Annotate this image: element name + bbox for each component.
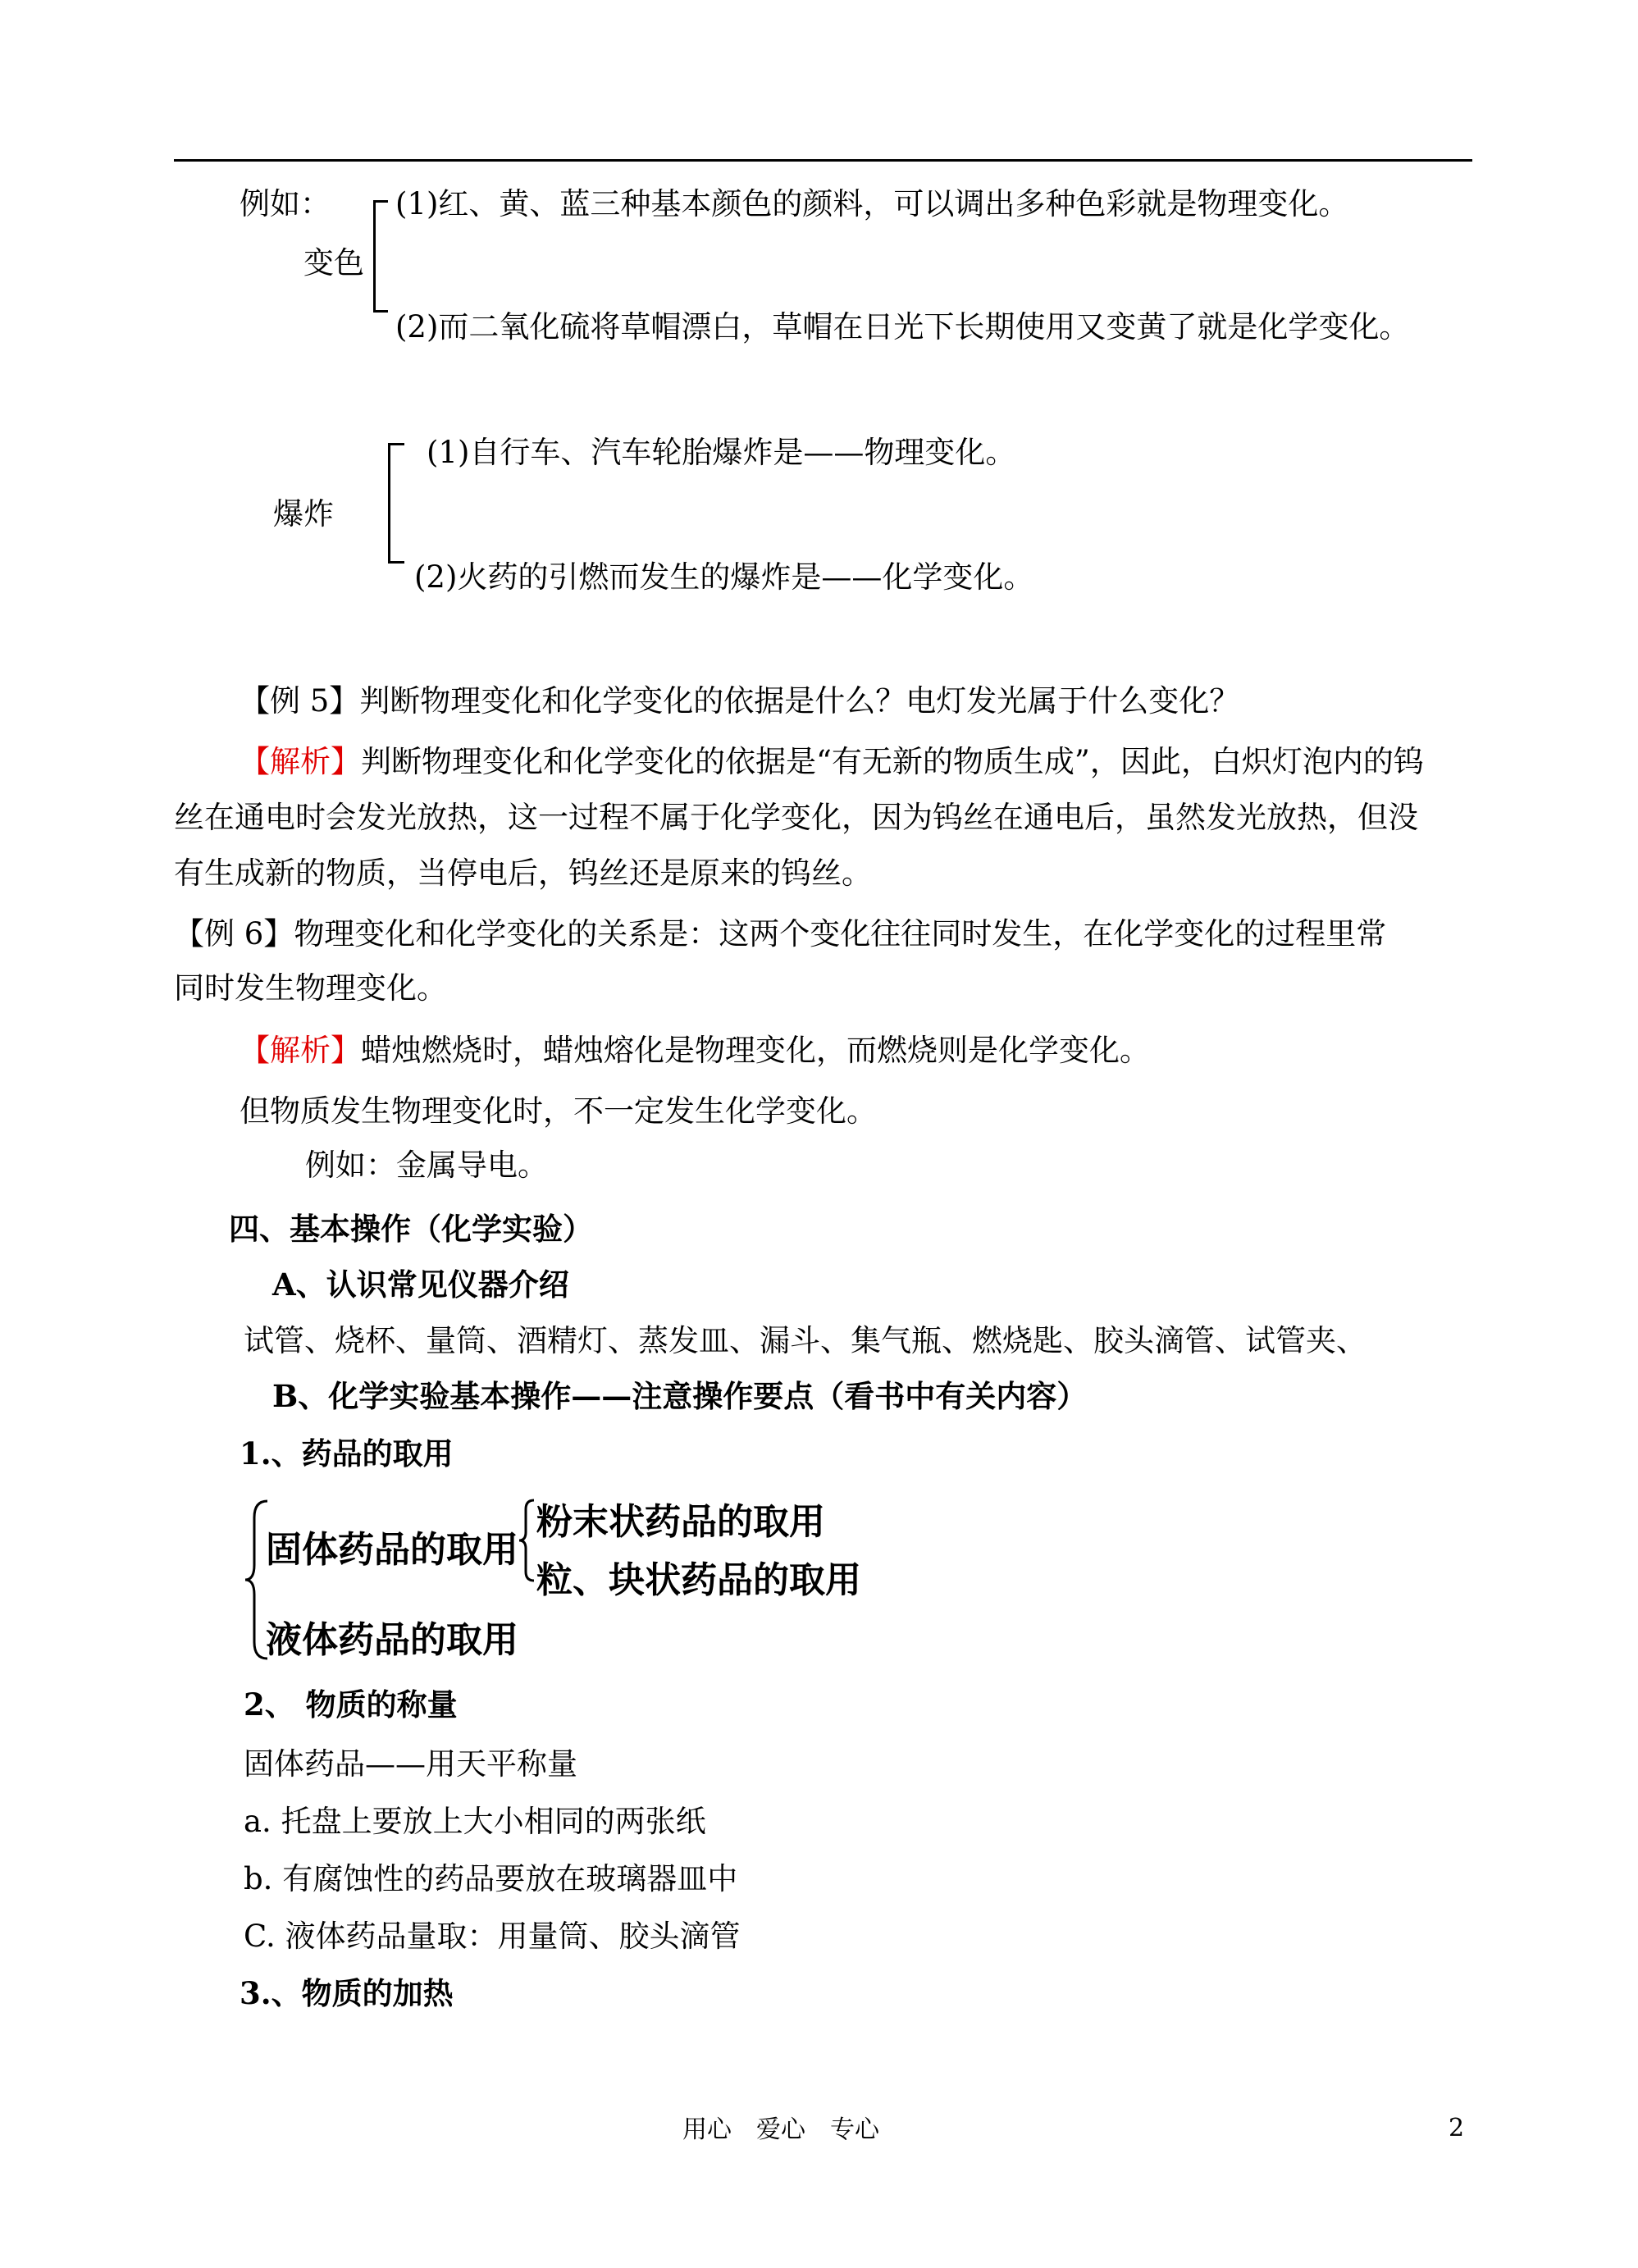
weigh-item-a: a. 托盘上要放上大小相同的两张纸 [244,1804,706,1839]
subsection-3-title: 3.、物质的加热 [240,1975,454,2011]
explosion-bracket-bottom [388,561,404,564]
ex6-note: 但物质发生物理变化时，不一定发生化学变化。 [240,1093,877,1129]
explosion-label: 爆炸 [273,496,334,532]
color-item-2: (2)而二氧化硫将草帽漂白，草帽在日光下长期使用又变黄了就是化学变化。 [395,309,1410,345]
color-bracket-bottom [373,310,388,313]
ex6-analysis-text: 蜡烛燃烧时，蜡烛熔化是物理变化，而燃烧则是化学变化。 [361,1033,1150,1068]
instruments-list: 试管、烧杯、量筒、酒精灯、蒸发皿、漏斗、集气瓶、燃烧匙、胶头滴管、试管夹、 [244,1323,1367,1358]
color-item-1: (1)红、黄、蓝三种基本颜色的颜料，可以调出多种色彩就是物理变化。 [395,186,1349,221]
ex6-line-2: 同时发生物理变化。 [174,970,447,1006]
explosion-item-1: (1)自行车、汽车轮胎爆炸是——物理变化。 [427,435,1016,470]
color-change-label: 变色 [303,245,364,281]
weigh-item-c: C. 液体药品量取：用量筒、胶头滴管 [244,1919,741,1954]
powder-intake: 粉末状药品的取用 [536,1501,825,1543]
section4-a-title: A、认识常见仪器介绍 [272,1266,569,1303]
ex6-example: 例如：金属导电。 [305,1148,548,1183]
color-bracket-vertical [373,200,376,313]
solid-intake: 固体药品的取用 [266,1529,518,1571]
footer-motto: 用心 爱心 专心 [682,2115,879,2144]
ex5-analysis-line-2: 丝在通电时会发光放热，这一过程不属于化学变化，因为钨丝在通电后，虽然发光放热，但没 [174,800,1418,835]
section4-title: 四、基本操作（化学实验） [229,1211,593,1247]
granule-intake: 粒、块状药品的取用 [536,1559,861,1601]
page-number: 2 [1449,2114,1465,2143]
ex5-tag: 【例 5】 [240,683,360,719]
ex5-analysis-tag: 【解析】 [240,744,361,779]
ex6-analysis-tag: 【解析】 [240,1033,361,1068]
ex6-tag: 【例 6】 [174,916,294,951]
explosion-bracket-vertical [388,443,390,564]
ex5-analysis-line-1 [240,746,1424,777]
ex5-question-line [240,683,1240,719]
weigh-item-b: b. 有腐蚀性的药品要放在玻璃器皿中 [244,1861,738,1896]
ex6-line-1 [174,916,1387,951]
ex5-question: 判断物理变化和化学变化的依据是什么？电灯发光属于什么变化？ [359,683,1240,719]
section4-b-title: B、化学实验基本操作——注意操作要点（看书中有关内容） [272,1378,1088,1414]
example-lead: 例如： [240,186,331,221]
solid-weigh: 固体药品——用天平称量 [244,1746,577,1782]
explosion-item-2: (2)火药的引燃而发生的爆炸是——化学变化。 [414,559,1034,595]
inner-brace-icon [517,1498,536,1583]
header-rule [174,159,1472,162]
ex5-analysis-text-1: 判断物理变化和化学变化的依据是“有无新的物质生成”，因此，白炽灯泡内的钨 [361,744,1424,779]
ex5-analysis-line-3: 有生成新的物质，当停电后，钨丝还是原来的钨丝。 [174,856,872,891]
ex6-analysis-line [240,1035,1150,1066]
explosion-bracket-top [388,443,404,445]
subsection-1-title: 1.、药品的取用 [240,1435,454,1472]
liquid-intake: 液体药品的取用 [266,1619,518,1661]
ex6-text-1: 物理变化和化学变化的关系是：这两个变化往往同时发生，在化学变化的过程里常 [294,916,1387,951]
subsection-2-title: 2、 物质的称量 [244,1686,458,1723]
color-bracket-top [373,200,388,203]
